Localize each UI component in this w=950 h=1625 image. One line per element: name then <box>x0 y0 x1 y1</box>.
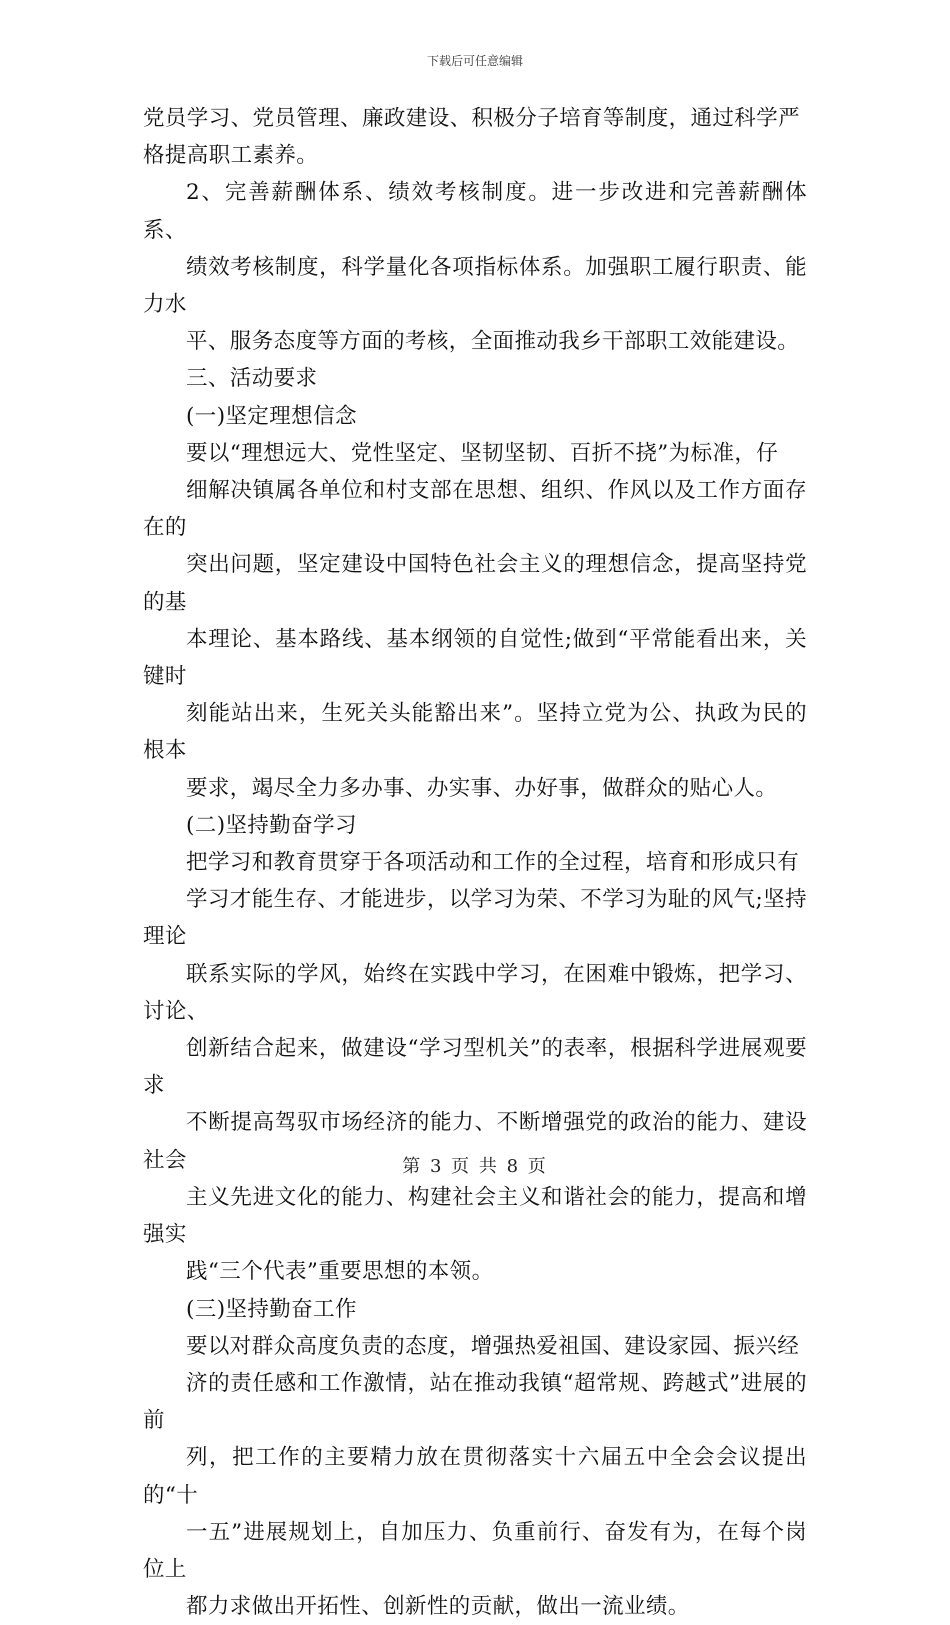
page-number-footer: 第 3 页 共 8 页 <box>402 1156 548 1177</box>
text-line: 要以对群众高度负责的态度，增强热爱祖国、建设家园、振兴经 <box>186 1333 800 1359</box>
text-line: 党员学习、党员管理、廉政建设、积极分子培育等制度，通过科学严 <box>143 106 801 131</box>
text-line: 一五”进展规划上，自加压力、负重前行、奋发有为，在每个岗位上 <box>143 1519 807 1582</box>
text-line: (一)坚定理想信念 <box>186 403 357 429</box>
text-line: 刻能站出来，生死关头能豁出来”。坚持立党为公、执政为民的根本 <box>143 701 807 764</box>
text-line: 本理论、基本路线、基本纲领的自觉性;做到“平常能看出来，关键时 <box>143 626 807 690</box>
text-line: 要以“理想远大、党性坚定、坚韧坚韧、百折不挠”为标准，仔 <box>186 440 779 466</box>
text-line: 不断提高驾驭市场经济的能力、不断增强党的政治的能力、建设社会 <box>143 1110 807 1173</box>
text-line: 突出问题，坚定建设中国特色社会主义的理想信念，提高坚持党的基 <box>143 552 807 615</box>
text-line: 济的责任感和工作激情，站在推动我镇“超常规、跨越式”进展的前 <box>143 1370 807 1434</box>
paragraph <box>143 1328 807 1625</box>
text-line: 联系实际的学风，始终在实践中学习，在困难中锻炼，把学习、讨论、 <box>143 961 807 1024</box>
paragraph <box>143 360 807 397</box>
paragraph <box>143 100 807 174</box>
text-line: (二)坚持勤奋学习 <box>186 812 357 838</box>
paragraph <box>143 844 807 1290</box>
text-line: 平、服务态度等方面的考核，全面推动我乡干部职工效能建设。 <box>186 329 800 355</box>
text-line: 绩效考核制度，科学量化各项指标体系。加强职工履行职责、能力水 <box>143 254 807 318</box>
text-line: 细解决镇属各单位和村支部在思想、组织、作风以及工作方面存在的 <box>143 478 807 541</box>
text-line: (三)坚持勤奋工作 <box>186 1296 357 1322</box>
text-line: 践“三个代表”重要思想的本领。 <box>186 1259 494 1285</box>
text-line: 列，把工作的主要精力放在贯彻落实十六届五中全会会议提出的“十 <box>143 1445 807 1508</box>
text-line: 要求，竭尽全力多办事、办实事、办好事，做群众的贴心人。 <box>186 775 778 801</box>
paragraph <box>143 435 807 807</box>
text-line: 2、完善薪酬体系、绩效考核制度。进一步改进和完善薪酬体系、 <box>143 180 807 243</box>
paragraph <box>143 1291 807 1328</box>
paragraph <box>143 398 807 435</box>
document-body <box>143 100 807 1625</box>
paragraph <box>143 174 807 360</box>
paragraph <box>143 807 807 844</box>
text-line: 三、活动要求 <box>186 366 318 392</box>
text-line: 创新结合起来，做建设“学习型机关”的表率，根据科学进展观要求 <box>143 1036 807 1099</box>
text-line: 把学习和教育贯穿于各项活动和工作的全过程，培育和形成只有 <box>186 850 800 876</box>
text-line: 都力求做出开拓性、创新性的贡献，做出一流业绩。 <box>186 1594 690 1620</box>
text-line: 学习才能生存、才能进步，以学习为荣、不学习为耻的风气;坚持理论 <box>143 887 807 950</box>
page-header: 下载后可任意编辑 <box>426 54 523 68</box>
text-line: 主义先进文化的能力、构建社会主义和谐社会的能力，提高和增强实 <box>143 1184 807 1248</box>
text-line: 格提高职工素养。 <box>143 143 319 169</box>
